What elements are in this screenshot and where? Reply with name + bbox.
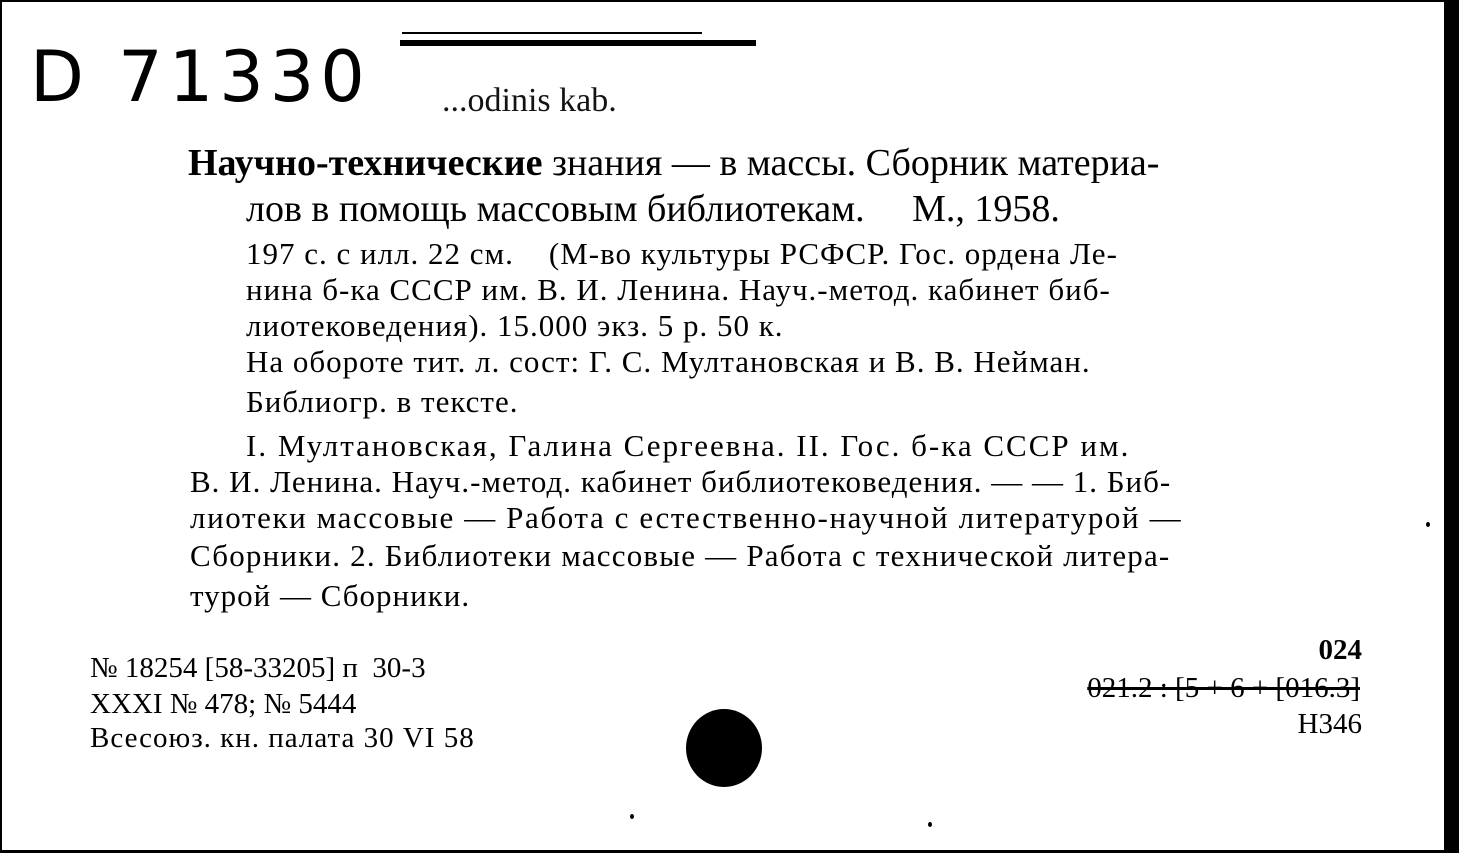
- footer-line-1: № 18254 [58-33205] п 30-3: [90, 652, 426, 684]
- title-line-2: лов в помощь массовым библиотекам. М., 1958.: [246, 188, 1060, 230]
- tracing-line-3: лиотеки массовые — Работа с естественно-научной литературой —: [190, 500, 1183, 535]
- author-mark: Н346: [1297, 708, 1362, 740]
- tracing-line-4: Сборники. 2. Библиотеки массовые — Работа с технической литера-: [190, 538, 1171, 573]
- note-bibliography: Библиогр. в тексте.: [246, 384, 519, 419]
- description-line-3: лиотековедения). 15.000 экз. 5 р. 50 к.: [246, 308, 784, 343]
- note-compilers: На обороте тит. л. сост: Г. С. Мултановская и В. В. Нейман.: [246, 344, 1091, 379]
- library-stamp: ...odinis kab.: [442, 82, 617, 119]
- top-rule-thin: [402, 32, 702, 34]
- description-line-2: нина б-ка СССР им. В. И. Ленина. Науч.-метод. кабинет биб-: [246, 272, 1111, 307]
- tracing-line-5: турой — Сборники.: [190, 578, 471, 613]
- speck: [630, 814, 634, 819]
- tracing-line-1: I. Мултановская, Галина Сергеевна. II. Гос. б-ка СССР им.: [246, 428, 1131, 463]
- speck: [928, 822, 932, 827]
- footer-line-2: XXXI № 478; № 5444: [90, 688, 357, 720]
- footer-line-3: Всесоюз. кн. палата 30 VI 58: [90, 722, 475, 754]
- description-line-1: 197 с. с илл. 22 см. (М-во культуры РСФСР. Гос. ордена Ле-: [246, 236, 1118, 271]
- class-code-struck: 021.2 : [5 + 6 + [016.3]: [1087, 672, 1360, 704]
- catalog-card: [2, 2, 1444, 850]
- speck: [1426, 522, 1430, 527]
- title-bold: Научно-технические: [188, 142, 543, 184]
- title-line-1: [188, 144, 1159, 182]
- tracing-line-2: В. И. Ленина. Науч.-метод. кабинет библиотековедения. — — 1. Биб-: [190, 464, 1172, 499]
- punch-hole: [686, 709, 762, 787]
- class-code-top: 024: [1318, 634, 1362, 666]
- call-number: D 71330: [30, 36, 371, 118]
- top-rule: [400, 40, 756, 46]
- title-rest: знания — в массы. Сборник материа-: [542, 142, 1160, 184]
